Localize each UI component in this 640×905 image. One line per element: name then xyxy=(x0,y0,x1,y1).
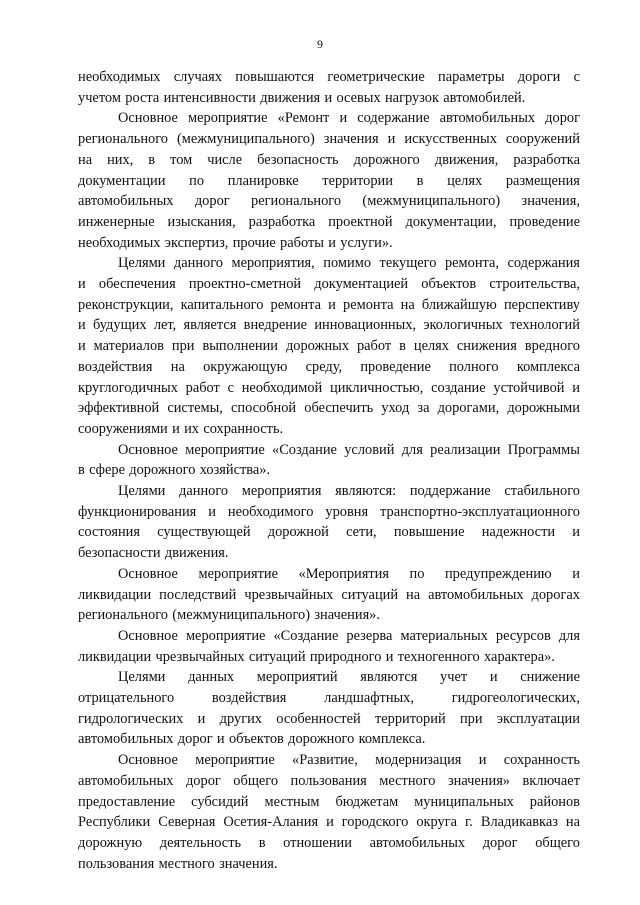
text-line: и материалов при выполнении дорожных работ в целях снижения вредного xyxy=(78,338,580,355)
text-line: в сфере дорожного хозяйства». xyxy=(78,462,271,479)
text-line: автомобильных дорог регионального (межмуниципального) значения, xyxy=(78,193,580,210)
text-line: гидрологических и других особенностей территорий при эксплуатации xyxy=(78,710,580,727)
text-line: и будущих лет, является внедрение инновационных, экологичных технологий xyxy=(78,317,580,334)
text-line: регионального (межмуниципального) значения». xyxy=(78,607,380,624)
text-line: необходимых случаях повышаются геометрические параметры дороги с xyxy=(78,69,580,85)
text-line: дорожную деятельность в отношении автомобильных дорог общего xyxy=(78,834,580,851)
text-line: безопасности движения. xyxy=(78,545,229,562)
text-line: Основное мероприятие «Создание резерва материальных ресурсов для xyxy=(118,627,580,644)
text-line: на них, в том числе безопасность дорожного движения, разработка xyxy=(78,151,580,168)
text-line: учетом роста интенсивности движения и осевых нагрузок автомобилей. xyxy=(78,89,526,106)
text-line: Основное мероприятие «Создание условий для реализации Программы xyxy=(118,441,580,458)
text-line: функционирования и необходимого уровня транспортно-эксплуатационного xyxy=(78,503,580,520)
text-line: необходимых экспертиз, прочие работы и услуги». xyxy=(78,234,393,251)
text-line: автомобильных дорог общего пользования местного значения» включает xyxy=(78,772,580,789)
text-line: пользования местного значения. xyxy=(78,855,278,872)
text-line: Основное мероприятие «Развитие, модернизация и сохранность xyxy=(118,752,580,769)
text-line: состояния существующей дорожной сети, повышение надежности и xyxy=(78,524,580,541)
text-line: предоставление субсидий местным бюджетам муниципальных районов xyxy=(78,793,580,810)
text-line: Республики Северная Осетия-Алания и городского округа г. Владикавказ на xyxy=(78,814,580,831)
text-line: ликвидации последствий чрезвычайных ситуаций на автомобильных дорогах xyxy=(78,586,580,603)
text-line: Основное мероприятие «Ремонт и содержание автомобильных дорог xyxy=(118,110,580,127)
text-line: документации по планировке территории в целях размещения xyxy=(78,172,580,189)
text-line: круглогодичных работ с необходимой цикличностью, создание устойчивой и xyxy=(78,379,580,396)
text-line: и обеспечения проектно-сметной документацией объектов строительства, xyxy=(78,276,580,292)
text-line: регионального (межмуниципального) значения и искусственных сооружений xyxy=(78,131,580,148)
text-line: воздействия на окружающую среду, проведение полного комплекса xyxy=(78,358,580,375)
text-line: автомобильных дорог и объектов дорожного комплекса. xyxy=(78,731,426,748)
text-line: сооружениями и их сохранность. xyxy=(78,420,284,437)
text-line: Целями данных мероприятий являются учет и снижение xyxy=(118,669,580,686)
text-line: инженерные изыскания, разработка проектной документации, проведение xyxy=(78,213,580,230)
text-line: ликвидации чрезвычайных ситуаций природного и техногенного характера». xyxy=(78,648,555,665)
text-line: Целями данного мероприятия являются: поддержание стабильного xyxy=(118,483,580,499)
text-line: реконструкции, капитального ремонта и ремонта на ближайшую перспективу xyxy=(78,296,580,313)
page-number: 9 xyxy=(317,37,323,51)
text-line: отрицательного воздействия ландшафтных, гидрогеологических, xyxy=(78,690,580,706)
text-line: эффективной системы, способной обеспечить уход за дорогами, дорожными xyxy=(78,400,580,417)
text-line: Целями данного мероприятия, помимо текущего ремонта, содержания xyxy=(118,255,580,272)
text-line: Основное мероприятие «Мероприятия по предупреждению и xyxy=(118,565,580,582)
